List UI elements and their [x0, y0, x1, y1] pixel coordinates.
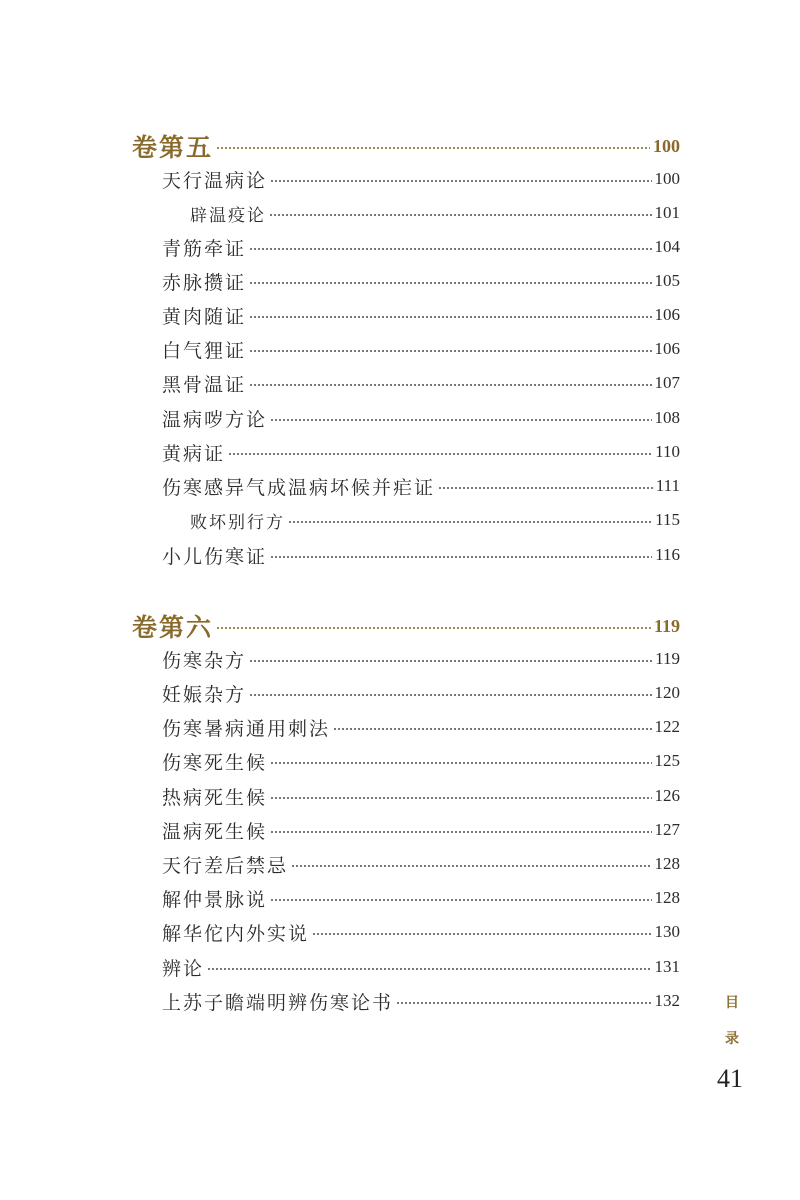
entry-title: 上苏子瞻端明辨伤寒论书 — [162, 991, 394, 1014]
dot-leader — [270, 762, 651, 764]
entry-page-number: 132 — [654, 991, 680, 1010]
toc-entry[interactable] — [162, 264, 680, 298]
dot-leader — [216, 147, 650, 149]
entry-title: 温病死生候 — [162, 820, 268, 843]
entry-title: 天行差后禁忌 — [162, 854, 289, 877]
toc-entry[interactable] — [162, 915, 680, 949]
toc-entry[interactable] — [162, 435, 680, 469]
toc-entry[interactable] — [162, 813, 680, 847]
toc-entry[interactable] — [162, 984, 680, 1018]
dot-leader — [333, 728, 651, 730]
entry-page-number: 130 — [654, 922, 680, 941]
entry-page-number: 128 — [654, 888, 680, 907]
chapter-page-number: 119 — [653, 615, 680, 636]
entry-page-number: 126 — [654, 786, 680, 805]
dot-leader — [270, 419, 651, 421]
entry-title: 伤寒死生候 — [162, 751, 268, 774]
entry-title: 辟温疫论 — [190, 205, 266, 226]
entry-page-number: 107 — [654, 373, 680, 392]
entry-page-number: 100 — [654, 169, 680, 188]
toc-entry[interactable] — [162, 676, 680, 710]
chapter-page-number: 100 — [653, 135, 680, 156]
entry-page-number: 108 — [654, 408, 680, 427]
entry-title: 伤寒杂方 — [162, 649, 247, 672]
toc-entry[interactable] — [162, 744, 680, 778]
dot-leader — [270, 831, 651, 833]
entry-page-number: 125 — [654, 751, 680, 770]
toc-entry[interactable] — [162, 881, 680, 915]
entry-page-number: 101 — [654, 203, 680, 222]
toc-entry[interactable] — [162, 710, 680, 744]
toc-entry[interactable] — [162, 230, 680, 264]
dot-leader — [249, 660, 652, 662]
toc-entry[interactable] — [162, 469, 680, 503]
dot-leader — [249, 694, 651, 696]
dot-leader — [270, 797, 651, 799]
side-label-lu: 录 — [725, 1031, 739, 1047]
entry-title: 天行温病论 — [162, 169, 268, 192]
entry-page-number: 119 — [655, 649, 680, 668]
toc-entry[interactable] — [162, 298, 680, 332]
entry-page-number: 106 — [654, 339, 680, 358]
entry-title: 伤寒感异气成温病坏候并疟证 — [162, 476, 436, 499]
entry-page-number: 128 — [654, 854, 680, 873]
dot-leader — [270, 180, 651, 182]
entry-page-number: 120 — [654, 683, 680, 702]
toc-entry[interactable] — [162, 332, 680, 366]
entry-title: 黑骨温证 — [162, 373, 247, 396]
entry-page-number: 122 — [654, 717, 680, 736]
entry-title: 小儿伤寒证 — [162, 545, 268, 568]
entry-page-number: 105 — [654, 271, 680, 290]
toc-entry[interactable] — [162, 779, 680, 813]
entry-page-number: 115 — [655, 510, 680, 529]
dot-leader — [288, 521, 652, 523]
toc-chapter[interactable] — [132, 129, 680, 163]
entry-page-number: 116 — [655, 545, 680, 564]
entry-title: 辨论 — [162, 957, 205, 980]
entry-page-number: 110 — [655, 442, 680, 461]
entry-page-number: 111 — [655, 476, 680, 495]
chapter-title: 卷第五 — [132, 133, 214, 162]
entry-title: 温病哕方论 — [162, 408, 268, 431]
dot-leader — [207, 968, 651, 970]
toc-entry[interactable] — [162, 847, 680, 881]
toc-entry[interactable] — [162, 401, 680, 435]
dot-leader — [396, 1002, 651, 1004]
entry-title: 黄病证 — [162, 442, 226, 465]
dot-leader — [270, 556, 652, 558]
toc-entry[interactable] — [162, 642, 680, 676]
dot-leader — [291, 865, 651, 867]
chapter-title: 卷第六 — [132, 613, 214, 642]
dot-leader — [249, 384, 651, 386]
toc-entry[interactable] — [162, 366, 680, 400]
toc-subentry[interactable] — [190, 196, 680, 230]
entry-title: 败坏别行方 — [190, 512, 285, 533]
entry-title: 青筋牵证 — [162, 237, 247, 260]
toc-subentry[interactable] — [190, 503, 680, 537]
entry-title: 黄肉随证 — [162, 305, 247, 328]
entry-title: 赤脉攒证 — [162, 271, 247, 294]
entry-title: 白气狸证 — [162, 339, 247, 362]
toc-entry[interactable] — [162, 950, 680, 984]
dot-leader — [216, 627, 651, 629]
dot-leader — [249, 350, 651, 352]
dot-leader — [438, 487, 653, 489]
entry-title: 伤寒暑病通用刺法 — [162, 717, 331, 740]
dot-leader — [228, 453, 652, 455]
dot-leader — [249, 282, 651, 284]
dot-leader — [249, 316, 651, 318]
dot-leader — [270, 899, 651, 901]
entry-page-number: 104 — [654, 237, 680, 256]
dot-leader — [269, 214, 652, 216]
page-number: 41 — [717, 1064, 743, 1093]
entry-page-number: 131 — [654, 957, 680, 976]
entry-title: 热病死生候 — [162, 786, 268, 809]
entry-page-number: 106 — [654, 305, 680, 324]
toc-entry[interactable] — [162, 538, 680, 572]
entry-title: 解华佗内外实说 — [162, 922, 310, 945]
toc-chapter[interactable] — [132, 609, 680, 643]
dot-leader — [249, 248, 651, 250]
side-label-mu: 目 — [725, 995, 739, 1011]
entry-title: 妊娠杂方 — [162, 683, 247, 706]
entry-title: 解仲景脉说 — [162, 888, 268, 911]
toc-entry[interactable] — [162, 162, 680, 196]
entry-page-number: 127 — [654, 820, 680, 839]
dot-leader — [312, 933, 651, 935]
